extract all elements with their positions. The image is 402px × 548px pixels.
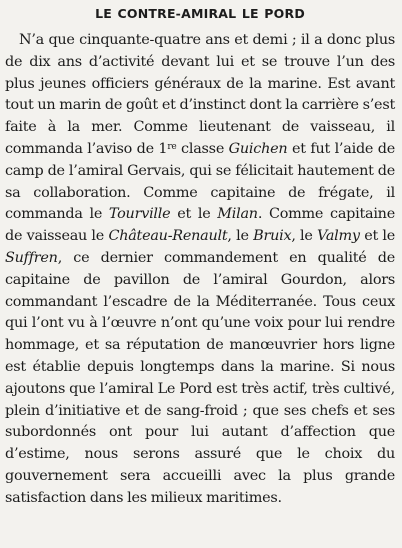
paragraph-indent [5,32,19,48]
article-title: LE CONTRE-AMIRAL LE PORD [95,6,305,21]
ship-name: Tourville [108,206,171,223]
body-text: , ce dernier commandement en qualité de capitaine de pavillon de l’amiral Gourdon, alors commandant l’escadre de la Méditerranée. Tous ceux qui l’ont vu à l’œuvre n’ont qu’une voix pour lui rendre hommage, et sa réputation de manœuvrier hors ligne est établie depuis longtemps dans la marine. Si nous ajoutons que l’amiral Le Pord est très actif, très cultivé, plein d’initiative et de sang-froid ; que ses chefs et ses subordonnés ont pour lui autant d’affection que d’estime, nous serons assuré que le choix du gouvernement sera accueilli avec la plus grande satisfaction dans les milieux maritimes. [5,249,395,506]
ship-name: Suffren [5,249,58,266]
body-text: et fut l’aide de camp de l’amiral Gervais, qui se félicitait hautement de sa collaboration. Comme capitaine de frégate, il commanda le [5,140,395,223]
body-text: classe [176,140,229,157]
body-text: et le [359,228,395,245]
ship-name: Valmy [317,228,360,245]
article-body [5,30,395,510]
ordinal-superscript: re [167,141,177,152]
body-text: . Comme capitaine de vaisseau le [5,206,395,245]
body-text: , le [227,228,254,245]
body-text: , le [291,228,318,245]
ship-name: Bruix [253,228,292,245]
body-text: N’a que cinquante-quatre ans et demi ; il a donc plus de dix ans d’activité devant lui et se trouve l’un des plus jeunes officiers généraux de la marine. Est avant tout un marin de goût et d’instinct dont la carrière s’est faite à la mer. Comme lieutenant de vaisseau, il commanda l’aviso de 1 [5,32,395,157]
ship-name: Château-Renault [108,228,228,245]
ship-name: Guichen [228,140,288,157]
body-text: et le [170,206,218,223]
ship-name: Milan [217,206,258,223]
